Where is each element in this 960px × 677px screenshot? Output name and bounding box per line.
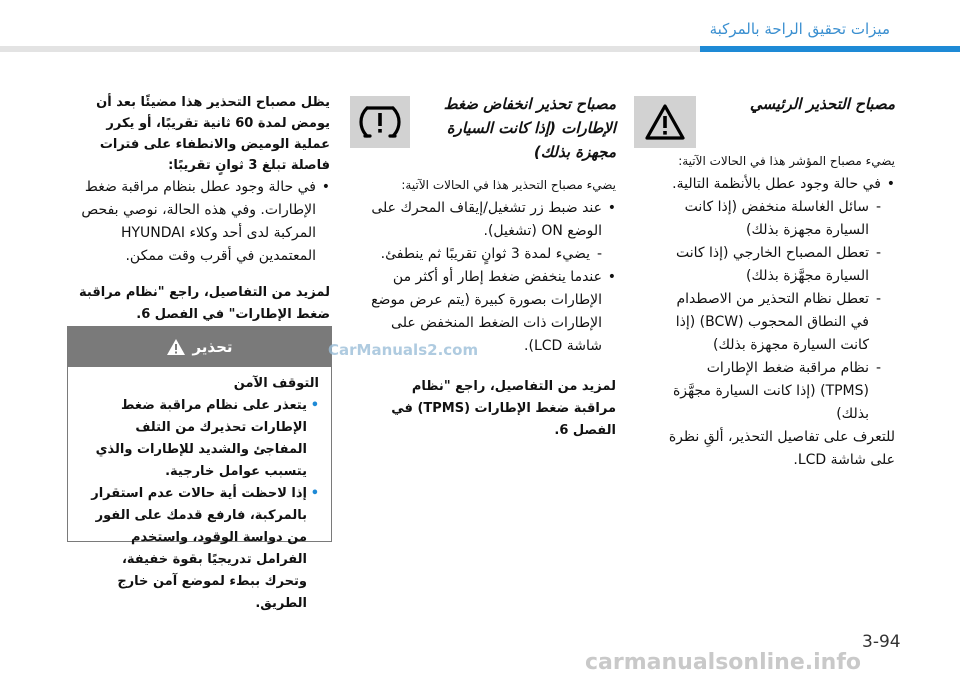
- warning-box-title: تحذير: [192, 338, 233, 356]
- master-warning-bullet: • في حالة وجود عطل بالأنظمة التالية.: [655, 173, 895, 196]
- warning-box: [67, 326, 332, 611]
- master-warning-heading: مصباح التحذير الرئيسي: [749, 95, 895, 113]
- site-watermark: CarManuals2.com: [328, 341, 479, 359]
- dash-item: - تعطل المصباح الخارجي (إذا كانت السيارة مجهَّزة بذلك): [655, 242, 883, 288]
- dash-item: - تعطل نظام التحذير من الاصطدام في النطاق المحجوب (BCW) (إذا كانت السيارة مجهزة بذلك): [655, 288, 883, 357]
- dash-item: - نظام مراقبة ضغط الإطارات (TPMS) (إذا كانت السيارة مجهَّزة بذلك): [655, 357, 883, 426]
- left-column: [67, 92, 330, 326]
- master-warning-intro: يضيء مصباح المؤشر هذا في الحالات الآتية:: [678, 154, 895, 168]
- right-column: [655, 92, 895, 472]
- tpms-note: لمزيد من التفاصيل، راجع "نظام مراقبة ضغط الإطارات (TPMS) في الفصل 6.: [391, 379, 616, 438]
- header-accent-bar: [700, 46, 960, 52]
- middle-column: [368, 92, 616, 442]
- tpms-heading: مصباح تحذير انخفاض ضغط الإطارات (إذا كانت السيارة مجهزة بذلك): [443, 95, 616, 161]
- tpms-fault-note: لمزيد من التفاصيل، راجع "نظام مراقبة ضغط الإطارات" في الفصل 6.: [79, 285, 330, 322]
- tpms-bullet: • عند ضبط زر تشغيل/إيقاف المحرك على الوضع ON (تشغيل).: [368, 197, 616, 243]
- warning-box-subtitle: التوقف الآمن: [233, 376, 319, 391]
- footer-watermark: carmanualsonline.info: [585, 650, 861, 675]
- tpms-intro: يضيء مصباح التحذير هذا في الحالات الآتية:: [401, 178, 616, 192]
- warning-box-body: [68, 367, 331, 615]
- page-number: 3-94: [862, 632, 901, 652]
- warning-box-header: [68, 327, 331, 367]
- tpms-bullet: • عندما ينخفض ضغط إطار أو أكثر من الإطارات بصورة كبيرة (يتم عرض موضع الإطارات ذات الضغط المنخفض على شاشة LCD).: [368, 266, 616, 358]
- warning-item: • إذا لاحظت أية حالات عدم استقرار بالمركبة، فارفع قدمك على الفور من دواسة الوقود، واستخدم الفرامل تدريجيًا بقوة خفيفة، وتحرك ببطء لموضع آمن خارج الطريق.: [78, 483, 319, 615]
- tpms-fault-intro: يظل مصباح التحذير هذا مضيئًا بعد أن يومض لمدة 60 ثانية تقريبًا، أو يكرر عملية الوميض والانطفاء على فترات فاصلة تبلغ 3 ثوانٍ تقريبًا:: [96, 95, 330, 173]
- tpms-dash: - يضيء لمدة 3 ثوانٍ تقريبًا ثم ينطفئ.: [368, 243, 604, 266]
- page-header-title: ميزات تحقيق الراحة بالمركبة: [709, 20, 890, 38]
- warning-item: • يتعذر على نظام مراقبة ضغط الإطارات تحذيرك من التلف المفاجئ والشديد للإطارات والذي يتسبب عوامل خارجية.: [78, 395, 319, 483]
- warning-triangle-icon: [166, 338, 186, 356]
- tpms-fault-bullet: • في حالة وجود عطل بنظام مراقبة ضغط الإطارات. وفي هذه الحالة، نوصي بفحص المركبة لدى أحد وكلاء HYUNDAI المعتمدين في أقرب وقت ممكن.: [67, 176, 330, 268]
- master-warning-tail: للتعرف على تفاصيل التحذير، ألقِ نظرة على شاشة LCD.: [668, 429, 895, 468]
- dash-item: - سائل الغاسلة منخفض (إذا كانت السيارة مجهزة بذلك): [655, 196, 883, 242]
- header-rule: [0, 46, 960, 52]
